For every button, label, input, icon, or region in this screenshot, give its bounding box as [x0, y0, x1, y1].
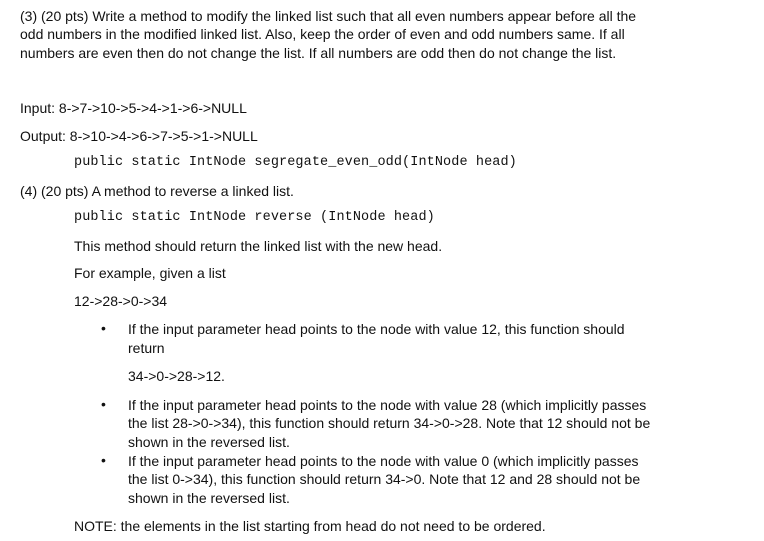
bullet-2-glyph: •	[101, 396, 106, 412]
q4-example-list: 12->28->0->34	[74, 293, 168, 309]
bullet-3-glyph: •	[101, 452, 106, 468]
bullet-1-glyph: •	[101, 320, 106, 336]
bullet-2-line-1: If the input parameter head points to the node with value 28 (which implicitly passes	[128, 397, 647, 413]
q4-description: This method should return the linked list with the new head.	[74, 238, 443, 254]
bullet-1-line-1: If the input parameter head points to the node with value 12, this function should	[128, 321, 625, 337]
bullet-3-line-2: the list 0->34), this function should return 34->0. Note that 12 and 28 should not be	[128, 471, 641, 487]
q4-note: NOTE: the elements in the list starting from head do not need to be ordered.	[74, 518, 546, 534]
q4-example-intro: For example, given a list	[74, 265, 226, 281]
bullet-3-line-3: shown in the reversed list.	[128, 490, 290, 506]
bullet-1-result: 34->0->28->12.	[128, 368, 225, 384]
bullet-2-line-3: shown in the reversed list.	[128, 434, 290, 450]
bullet-1-line-2: return	[128, 340, 165, 356]
bullet-2-line-2: the list 28->0->34), this function should return 34->0->28. Note that 12 should not be	[128, 415, 651, 431]
q4-method-signature: public static IntNode reverse (IntNode head)	[74, 210, 435, 225]
q3-text-line-2: odd numbers in the modified linked list. Also, keep the order of even and odd numbers same. If all	[20, 26, 625, 42]
q4-title: (4) (20 pts) A method to reverse a linked list.	[20, 183, 294, 199]
q3-output-example: Output: 8->10->4->6->7->5->1->NULL	[20, 128, 258, 144]
q3-text-line-1: (3) (20 pts) Write a method to modify the linked list such that all even numbers appear before all the	[20, 8, 637, 24]
q3-input-example: Input: 8->7->10->5->4->1->6->NULL	[20, 100, 247, 116]
q3-text-line-3: numbers are even then do not change the list. If all numbers are odd then do not change the list.	[20, 45, 617, 61]
bullet-3-line-1: If the input parameter head points to the node with value 0 (which implicitly passes	[128, 453, 639, 469]
q3-method-signature: public static IntNode segregate_even_odd(IntNode head)	[74, 155, 517, 170]
